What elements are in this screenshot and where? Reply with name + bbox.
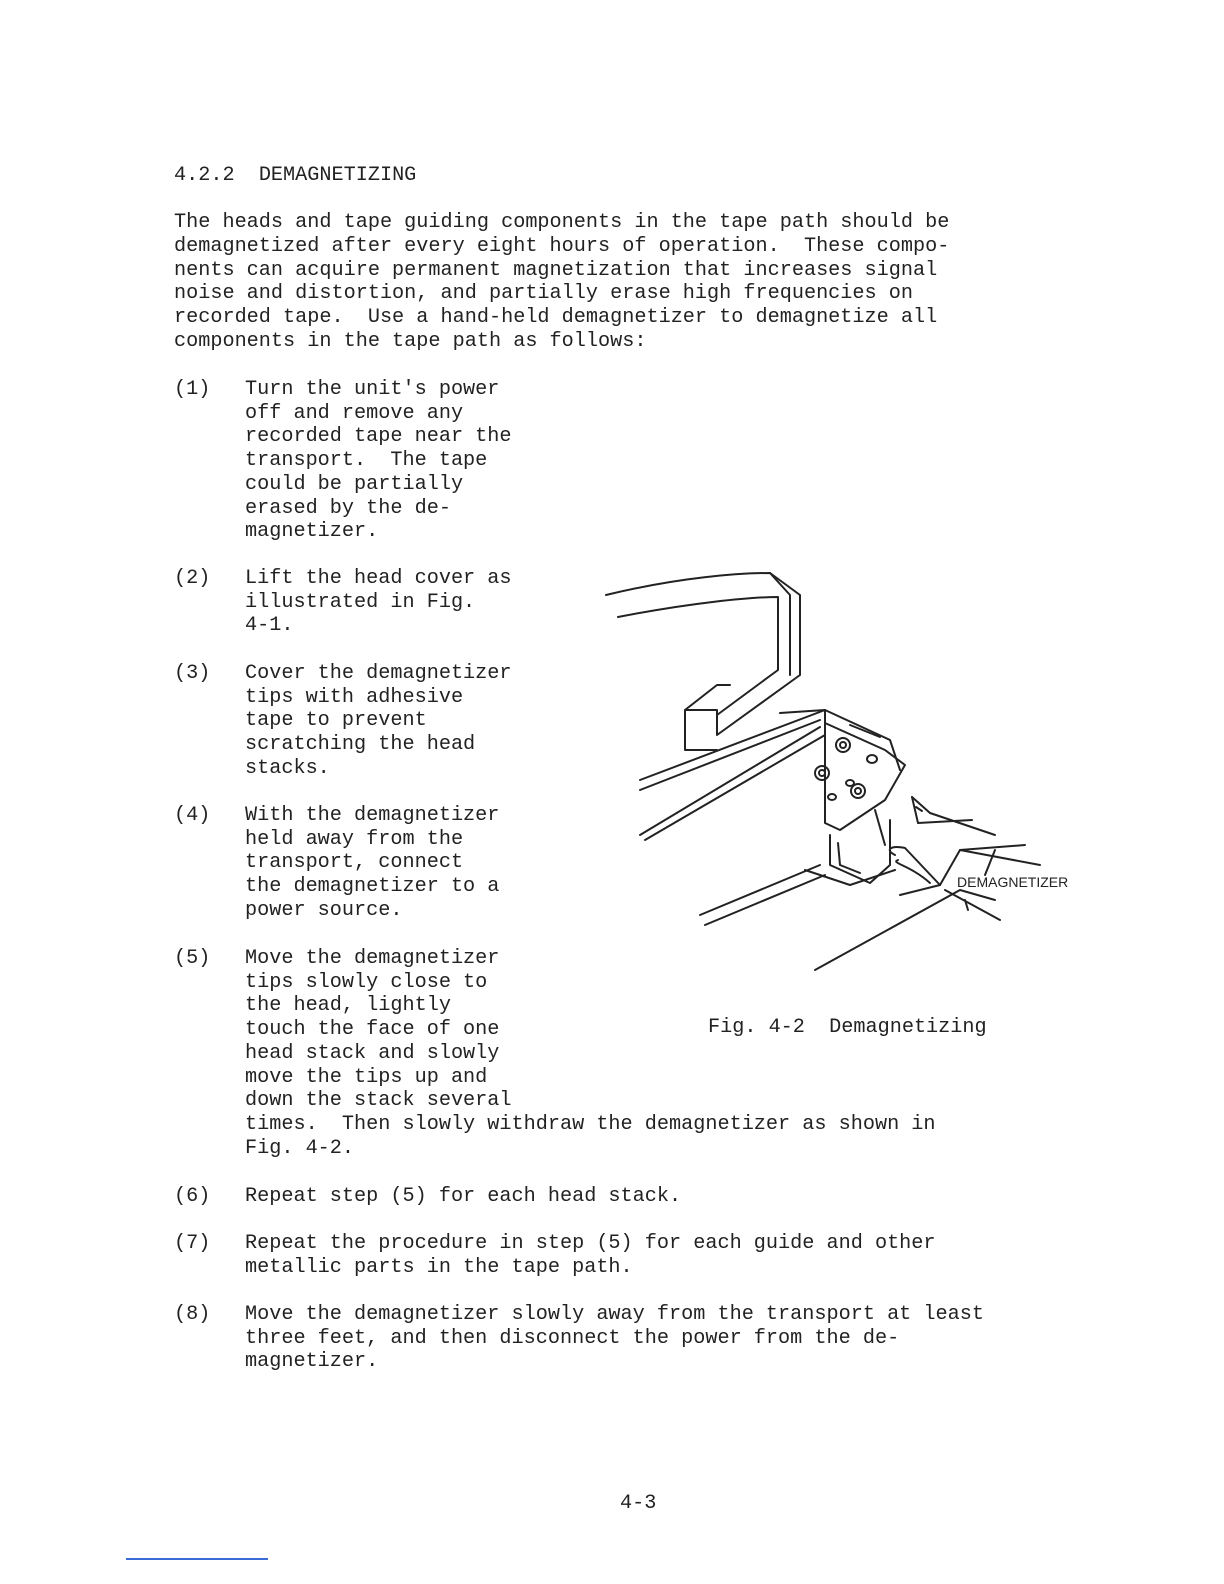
intro-line: demagnetized after every eight hours of operation. These compo-: [174, 234, 950, 258]
step-text-7: [245, 1232, 936, 1279]
step-line: Turn the unit's power: [245, 378, 500, 401]
step-line: Repeat step (5) for each head stack.: [245, 1185, 682, 1208]
step-text-6: [245, 1185, 681, 1209]
step-line: transport. The tape: [245, 449, 488, 473]
step-number-7: (7): [174, 1232, 211, 1255]
step-number-8: (8): [174, 1303, 211, 1326]
section-number: 4.2.2: [174, 164, 235, 187]
step-line: power source.: [245, 898, 403, 922]
step-line: Cover the demagnetizer: [245, 662, 512, 685]
step-line: Move the demagnetizer slowly away from the transport at least: [245, 1303, 984, 1326]
step-number-1: (1): [174, 378, 211, 401]
step-number-6: (6): [174, 1185, 211, 1208]
section-heading: [174, 164, 416, 188]
intro-line: recorded tape. Use a hand-held demagnetizer to demagnetize all: [174, 306, 938, 330]
step-line: the head, lightly: [245, 994, 451, 1018]
intro-line: The heads and tape guiding components in the tape path should be: [174, 211, 950, 234]
intro-paragraph: [174, 211, 1114, 354]
intro-line: noise and distortion, and partially erase high frequencies on: [174, 282, 913, 306]
step-line: Move the demagnetizer: [245, 947, 500, 970]
intro-line: nents can acquire permanent magnetization that increases signal: [174, 258, 938, 282]
step-number-3: (3): [174, 662, 211, 685]
figure-caption: Fig. 4-2 Demagnetizing: [708, 1016, 987, 1039]
step-line: magnetizer.: [245, 1350, 379, 1374]
step-line: head stack and slowly: [245, 1041, 500, 1065]
step-line: off and remove any: [245, 401, 464, 425]
step-line: illustrated in Fig.: [245, 590, 476, 614]
step-line: could be partially: [245, 472, 464, 496]
step-number-4: (4): [174, 804, 211, 827]
step-line: touch the face of one: [245, 1018, 500, 1042]
step-line: down the stack several: [245, 1089, 512, 1113]
step-line: move the tips up and: [245, 1065, 488, 1089]
step-line: scratching the head: [245, 733, 476, 757]
demagnetizing-illustration: [600, 565, 1100, 985]
step-line: the demagnetizer to a: [245, 875, 500, 899]
step-text-4: [245, 804, 499, 923]
step-line: metallic parts in the tape path.: [245, 1255, 633, 1279]
step-line: three feet, and then disconnect the power from the de-: [245, 1326, 900, 1350]
step-line: held away from the: [245, 827, 464, 851]
figure-callout-label: DEMAGNETIZER: [957, 874, 1069, 890]
step-line: With the demagnetizer: [245, 804, 500, 827]
footer-rule: [126, 1558, 268, 1560]
step-text-2: [245, 567, 512, 638]
section-title: DEMAGNETIZING: [258, 164, 417, 187]
step-line: 4-1.: [245, 614, 294, 638]
step-line: tips with adhesive: [245, 685, 464, 709]
step-line: times. Then slowly withdraw the demagnetizer as shown in: [245, 1112, 936, 1136]
step-text-3: [245, 662, 512, 781]
step-number-2: (2): [174, 567, 211, 590]
step-line: Lift the head cover as: [245, 567, 512, 590]
step-line: Repeat the procedure in step (5) for each guide and other: [245, 1232, 936, 1255]
step-line: stacks.: [245, 756, 330, 780]
step-line: tape to prevent: [245, 709, 427, 733]
step-line: transport, connect: [245, 851, 464, 875]
step-line: recorded tape near the: [245, 425, 512, 449]
step-line: erased by the de-: [245, 496, 451, 520]
step-text-1: [245, 378, 512, 544]
page-number: 4-3: [620, 1492, 657, 1515]
step-line: magnetizer.: [245, 520, 379, 544]
step-text-8: [245, 1303, 984, 1374]
step-line: tips slowly close to: [245, 970, 488, 994]
step-number-5: (5): [174, 947, 211, 970]
intro-line: components in the tape path as follows:: [174, 329, 647, 353]
step-line: Fig. 4-2.: [245, 1136, 355, 1160]
